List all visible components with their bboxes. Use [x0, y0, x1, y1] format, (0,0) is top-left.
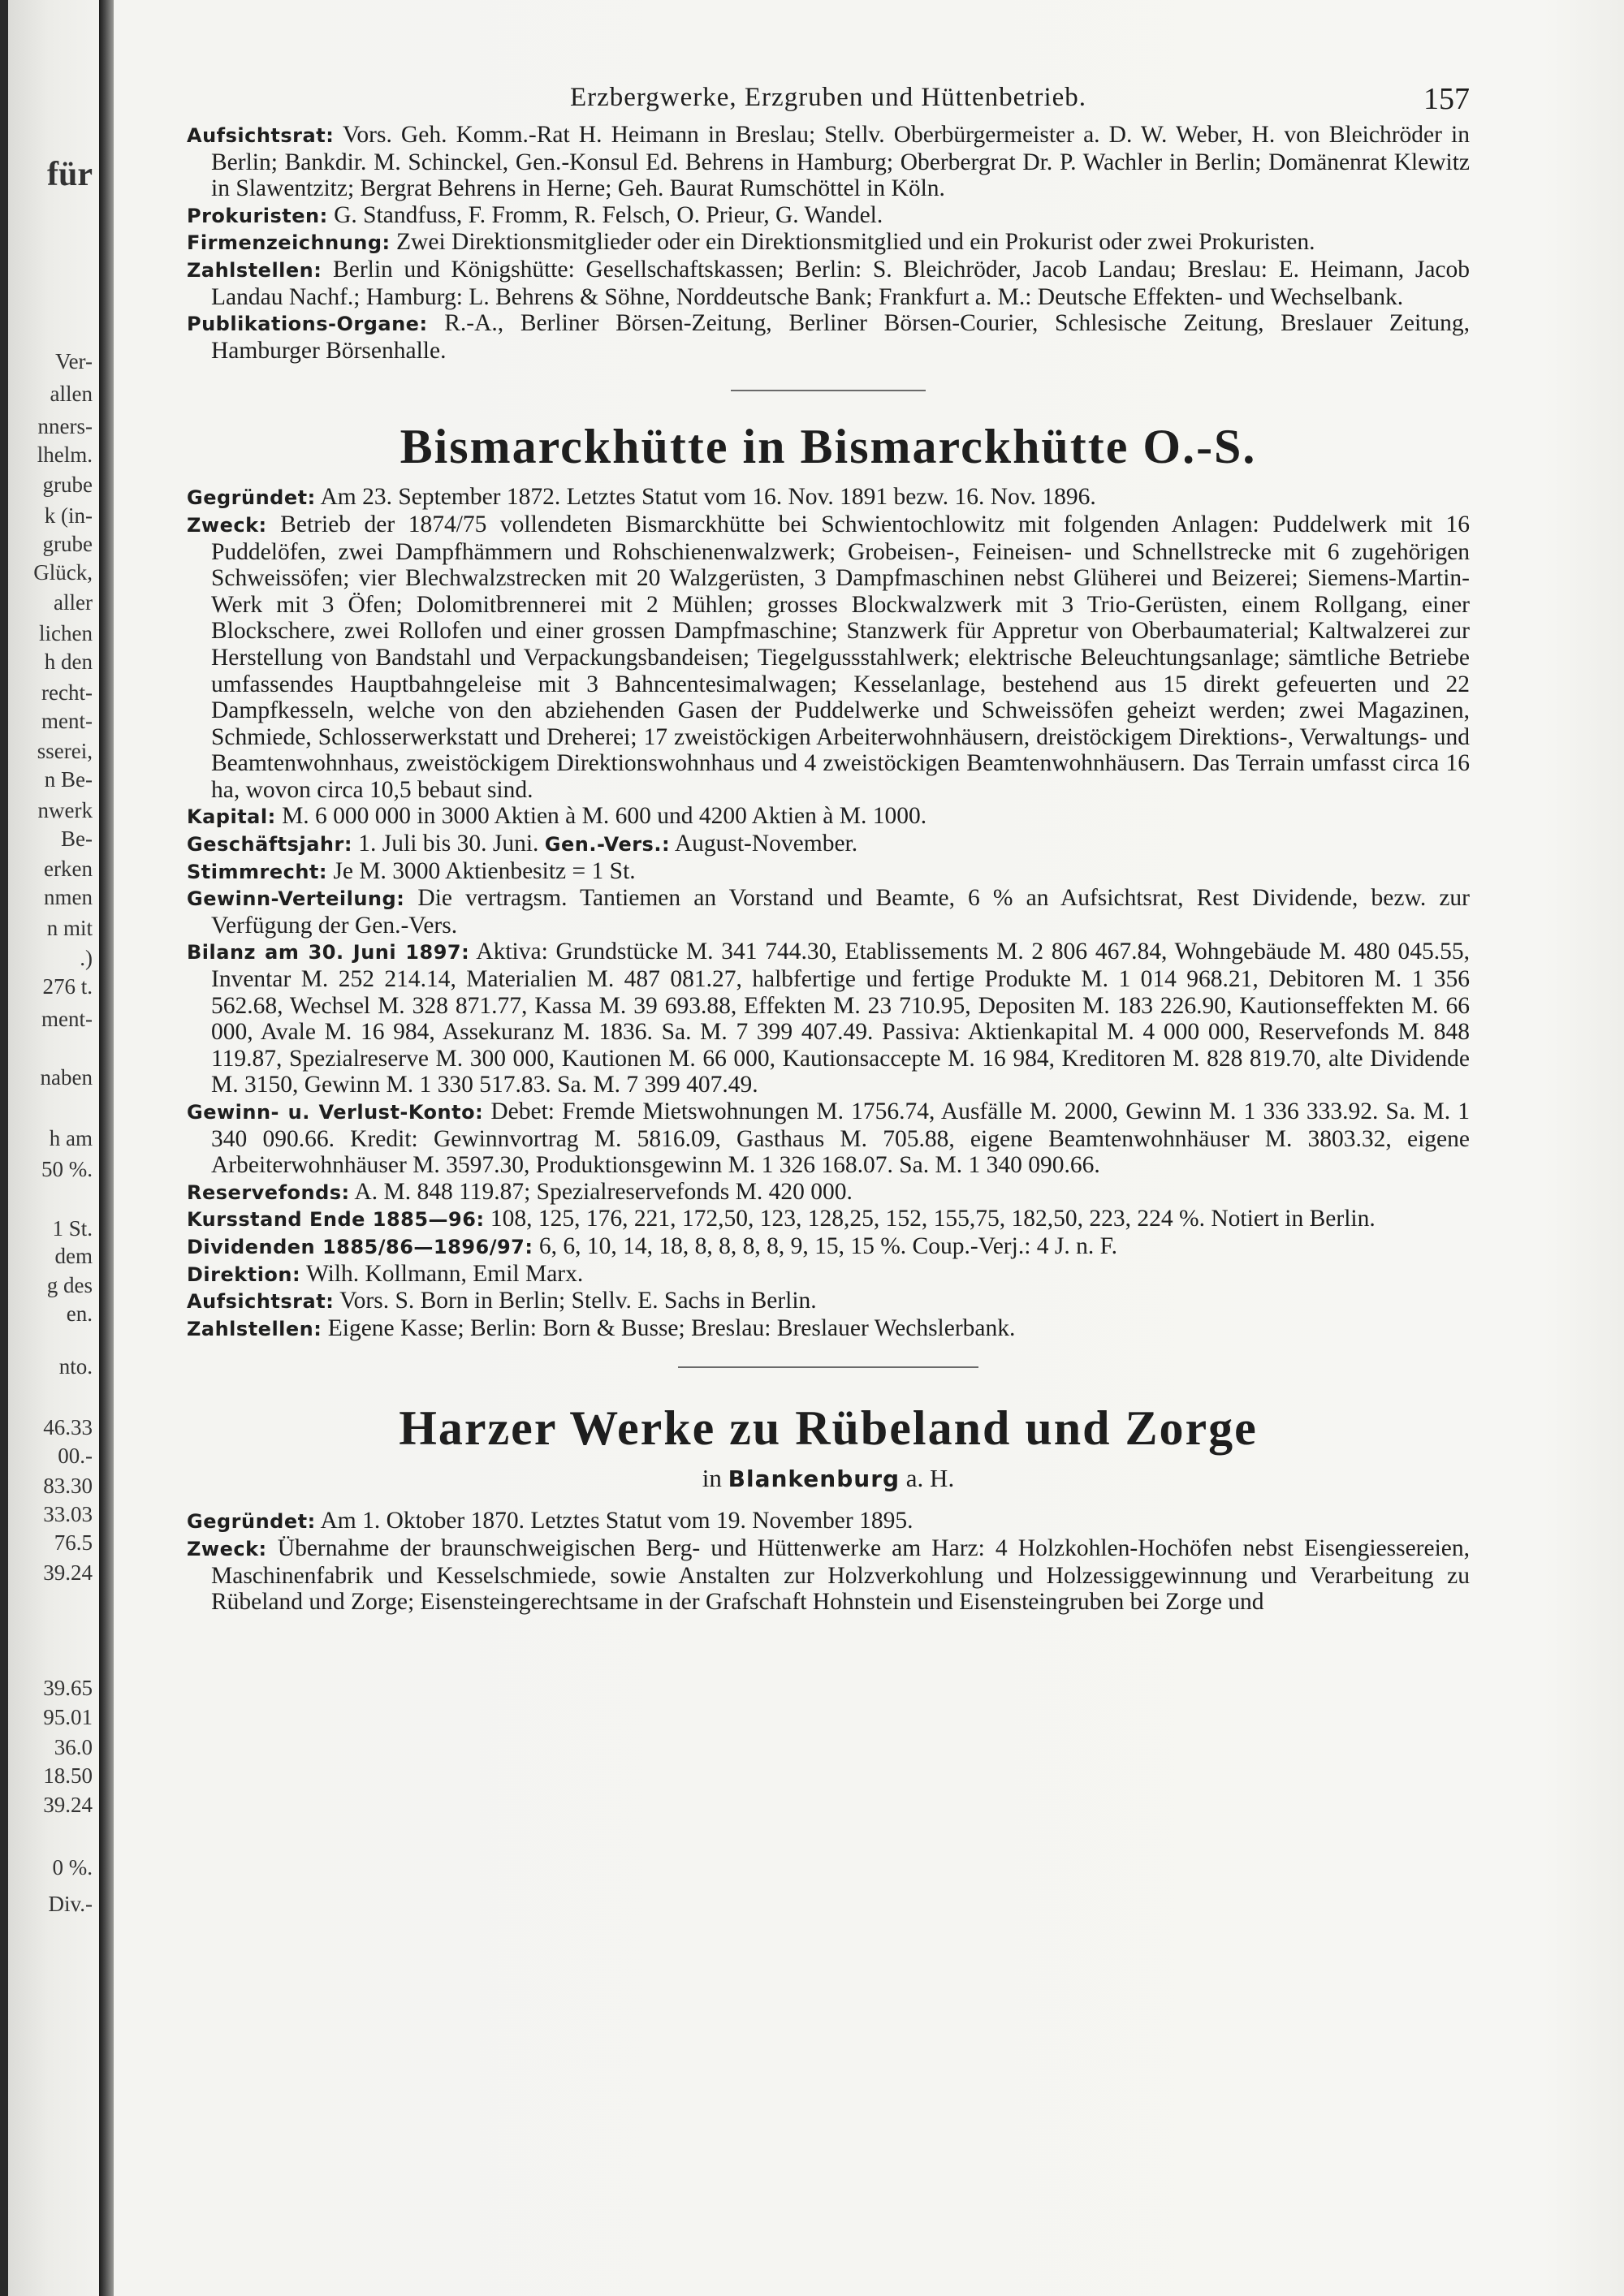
field-text: Zwei Direktionsmitglieder oder ein Direktionsmitglied und ein Prokurist oder zwei Prokuristen.: [396, 229, 1315, 256]
field-label: Gegründet:: [187, 486, 316, 510]
field-text: 108, 125, 176, 221, 172,50, 123, 128,25, 152, 155,75, 182,50, 223, 224 %. Notiert in Berlin.: [490, 1206, 1376, 1232]
margin-fragment: 83.30: [43, 1474, 93, 1498]
margin-fragment: Be-: [61, 826, 93, 851]
field-text: G. Standfuss, F. Fromm, R. Felsch, O. Prieur, G. Wandel.: [334, 201, 883, 228]
margin-fragment: nmen: [44, 885, 93, 909]
bh-dividenden: [187, 1233, 1470, 1261]
margin-fragment: 1 St.: [52, 1216, 93, 1241]
field-label: Aufsichtsrat:: [187, 1290, 335, 1314]
field-label-gen-vers: Gen.-Vers.:: [544, 833, 671, 857]
bh-stimmrecht: [187, 858, 1470, 886]
field-label: Stimmrecht:: [187, 860, 327, 883]
field-label: Gewinn-Verteilung:: [187, 887, 405, 911]
margin-fragment: 39.65: [43, 1676, 93, 1700]
margin-fragment: 276 t.: [42, 974, 93, 999]
field-text: Aktiva: Grundstücke M. 341 744.30, Etablissements M. 2 806 467.84, Wohngebäude M. 480 045.55, Inventar M. 252 214.14, Materialien M. 487 081.27, halbfertige und fertige Produkte M. 1 014 968.21, Debitoren M. 1 356 562.68, Wechsel M. 328 871.77, Kassa M. 39 693.88, Effekten M. 23 710.95, Depositen M. 183 226.90, Kautionseffekten M. 66 000, Avale M. 16 984, Assekuranz M. 1836. Sa. M. 7 399 407.49. Passiva: Aktienkapital M. 4 000 000, Reservefonds M. 848 119.87, Spezialreserve M. 300 000, Kautionen M. 66 000, Kautionsaccepte M. 16 984, Kreditoren M. 828 819.70, alte Dividende M. 3150, Gewinn M. 1 330 517.83. Sa. M. 7 399 407.49.: [211, 939, 1471, 1098]
field-text: 1. Juli bis 30. Juni.: [358, 831, 539, 857]
document-page: [187, 73, 1470, 1616]
margin-fragment: .): [80, 946, 93, 970]
field-text: Übernahme der braunschweigischen Berg- und Hüttenwerke am Harz: 4 Holzkohlen-Hochöfen nebst Eisengiessereien, Maschinenfabrik und Kesselschmiede, sowie Anstalten zur Holzverkohlung und Holzessiggewinnung und Verarbeitung zu Rübeland und Zorge; Eisensteingerechtsame in der Grafschaft Hohnstein und Eisensteingruben bei Zorge und: [211, 1534, 1471, 1616]
page-fold: [99, 0, 114, 2296]
prev-prokuristen: [187, 202, 1470, 230]
field-text: Je M. 3000 Aktienbesitz = 1 St.: [333, 857, 636, 884]
margin-fragment: Glück,: [33, 560, 93, 585]
field-text: Berlin und Königshütte: Gesellschaftskassen; Berlin: S. Bleichröder, Jacob Landau; Breslau: E. Heimann, Jacob Landau Nachf.; Hamburg: L. Behrens & Söhne, Norddeutsche Bank; Frankfurt a. M.: Deutsche Effekten- und Wechselbank.: [211, 256, 1471, 310]
bh-zahlstellen: [187, 1315, 1470, 1343]
bh-kapital: [187, 803, 1470, 831]
field-text: R.-A., Berliner Börsen-Zeitung, Berliner Börsen-Courier, Schlesische Zeitung, Breslauer Zeitung, Hamburger Börsenhalle.: [211, 310, 1470, 364]
margin-fragment: 00.-: [58, 1444, 93, 1468]
field-label: Aufsichtsrat:: [187, 124, 335, 147]
prev-aufsichtsrat: [187, 122, 1470, 202]
margin-fragment: en.: [66, 1301, 93, 1326]
field-text: Debet: Fremde Mietswohnungen M. 1756.74, Ausfälle M. 2000, Gewinn M. 1 336 333.92. Sa. M. 1 340 090.66. Kredit: Gewinnvortrag M. 5816.09, Gasthaus M. 705.88, eigene Beamtenwohnhäuser M. 3803.32, eigene Arbeiterwohnhäuser M. 3597.30, Produktionsgewinn M. 1 326 168.07. Sa. M. 1 340 090.66.: [211, 1098, 1471, 1179]
margin-fragment: lhelm.: [37, 442, 93, 467]
field-label: Zweck:: [187, 1537, 267, 1560]
field-label: Kursstand Ende 1885—96:: [187, 1208, 485, 1232]
margin-fragment: recht-: [41, 680, 93, 705]
running-header: [187, 73, 1470, 122]
margin-fragment: Ver-: [55, 349, 93, 373]
margin-fragment: sserei,: [37, 739, 93, 763]
margin-fragment: 18.50: [43, 1763, 93, 1788]
margin-fragment: h am: [49, 1126, 93, 1150]
margin-fragment: ment-: [41, 709, 93, 733]
running-title: Erzbergwerke, Erzgruben und Hüttenbetrieb.: [569, 83, 1087, 112]
margin-fragment: nners-: [37, 414, 93, 438]
field-label: Gegründet:: [187, 1510, 316, 1534]
margin-fragment: 95.01: [43, 1705, 93, 1729]
field-text: Am 1. Oktober 1870. Letztes Statut vom 19. November 1895.: [320, 1508, 914, 1534]
margin-fragment: dem: [54, 1244, 93, 1268]
margin-fragment: 33.03: [43, 1502, 93, 1526]
bh-zweck: [187, 511, 1470, 804]
margin-fragment: aller: [54, 590, 93, 615]
margin-fragment: 39.24: [43, 1560, 93, 1585]
margin-fragment: für: [47, 156, 93, 193]
bh-bilanz: [187, 939, 1470, 1098]
field-text: Wilh. Kollmann, Emil Marx.: [305, 1260, 584, 1287]
field-label: Gewinn- u. Verlust-Konto:: [187, 1101, 484, 1124]
location-suffix: a. H.: [905, 1464, 955, 1493]
margin-fragment: Div.-: [48, 1892, 93, 1916]
hw-gegruendet: [187, 1508, 1470, 1535]
margin-fragment: g des: [46, 1273, 93, 1297]
margin-fragment: 76.5: [54, 1530, 93, 1555]
margin-fragment: grube: [42, 532, 93, 556]
field-label: Kapital:: [187, 805, 276, 829]
location-prefix: in: [702, 1464, 722, 1493]
field-text-gen-vers: August-November.: [674, 831, 858, 857]
company-title-harzer-werke: Harzer Werke zu Rübeland und Zorge: [399, 1401, 1258, 1456]
field-text: Am 23. September 1872. Letztes Statut vom 16. Nov. 1891 bezw. 16. Nov. 1896.: [320, 484, 1096, 511]
field-text: A. M. 848 119.87; Spezialreservefonds M. 420 000.: [354, 1178, 853, 1205]
field-label: Prokuristen:: [187, 204, 328, 227]
margin-fragment: lichen: [39, 621, 93, 645]
prev-zahlstellen: [187, 257, 1470, 310]
bh-geschaeftsjahr: [187, 831, 1470, 858]
field-label: Zweck:: [187, 513, 267, 537]
field-text: Vors. Geh. Komm.-Rat H. Heimann in Breslau; Stellv. Oberbürgermeister a. D. W. Weber, H. von Bleichröder in Berlin; Bankdir. M. Schinckel, Gen.-Konsul Ed. Behrens in Hamburg; Oberbergrat Dr. P. Wachler in Berlin; Domänenrat Klewitz in Slawentzitz; Bergrat Behrens in Herne; Geh. Baurat Rumschöttel in Köln.: [211, 122, 1471, 202]
field-text: Betrieb der 1874/75 vollendeten Bismarckhütte bei Schwientochlowitz mit folgenden Anlagen: Puddelwerk mit 16 Puddelöfen, zwei Dampfhämmern und Rohschienenwalzwerk; Grobeisen-, Feineisen- und Schnellstrecke mit 6 zugehörigen Schweissöfen; vier Blechwalzstrecken mit 20 Walzgerüsten, 3 Dampfmaschinen nebst Glüherei und Beizerei; Siemens-Martin-Werk mit 3 Öfen; Dolomitbrennerei mit 2 Mühlen; grosses Blockwalzwerk mit 3 Trio-Gerüsten, einem Rollgang, einer Blockschere, zwei Rollofen und einer grossen Dampfmaschine; Stanzwerk für Appretur von Oberbaumaterial; Kaltwalzerei zur Herstellung von Bandstahl und Verpackungsbandeisen; Tiegelgussstahlwerk; elektrische Beleuchtungsanlage; sämtliche Betriebe umfassendes Hauptbahngeleise mit 3 Bahncentesimalwagen; Kesselanlage, bestehend aus 15 direkt gefeuerten und 22 Dampfkesseln, welche von den abziehenden Gasen der Puddelwerke und Schweissöfen geheizt werden; zwei Magazinen, Schmiede, Schlosserwerkstatt und Dreherei; 17 zweistöckigen Arbeiterwohnhäusern, dreistöckigem Direktions-, Verwaltungs- und Beamtenwohnhaus, zweistöckigem Direktionswohnhaus und 4 zweistöckigen Beamtenwohnhäusern. Das Terrain umfasst circa 16 ha, wovon circa 10,5 bebaut sind.: [211, 511, 1471, 803]
margin-fragment: 50 %.: [41, 1157, 93, 1181]
field-text: Die vertragsm. Tantiemen an Vorstand und Beamte, 6 % an Aufsichtsrat, Rest Dividende, bezw. zur Verfügung der Gen.-Vers.: [211, 885, 1471, 939]
previous-page-margin: [8, 0, 97, 2296]
field-text: Eigene Kasse; Berlin: Born & Busse; Breslau: Breslauer Wechslerbank.: [327, 1314, 1016, 1341]
prev-publikationsorgane: [187, 310, 1470, 364]
field-label: Geschäftsjahr:: [187, 833, 352, 857]
margin-fragment: nto.: [58, 1354, 93, 1379]
bh-kursstand: [187, 1206, 1470, 1233]
field-label: Zahlstellen:: [187, 1317, 322, 1340]
location-name: Blankenburg: [728, 1465, 901, 1493]
margin-fragment: n Be-: [44, 767, 93, 792]
margin-fragment: k (in-: [44, 503, 93, 528]
margin-fragment: ment-: [41, 1007, 93, 1031]
margin-fragment: grube: [42, 473, 93, 497]
field-label: Publikations-Organe:: [187, 313, 428, 336]
field-label: Bilanz am 30. Juni 1897:: [187, 941, 470, 965]
company-location: [187, 1464, 1470, 1493]
margin-fragment: n mit: [46, 916, 93, 940]
section-divider: [731, 390, 926, 391]
bh-reservefonds: [187, 1179, 1470, 1206]
company-title-bismarckhuette: Bismarckhütte in Bismarckhütte O.-S.: [400, 420, 1257, 474]
margin-fragment: 0 %.: [52, 1855, 93, 1880]
field-label: Dividenden 1885/86—1896/97:: [187, 1235, 533, 1258]
margin-fragment: h den: [44, 650, 93, 674]
margin-fragment: 39.24: [43, 1793, 93, 1817]
field-label: Firmenzeichnung:: [187, 231, 391, 255]
page-number: 157: [1423, 82, 1470, 116]
margin-fragment: 36.0: [54, 1735, 93, 1759]
margin-fragment: 46.33: [43, 1415, 93, 1439]
binding-shadow: [0, 0, 8, 2296]
section-divider: [678, 1366, 978, 1368]
field-label: Direktion:: [187, 1262, 301, 1286]
bh-direktion: [187, 1261, 1470, 1288]
bh-gewinn-verlust: [187, 1098, 1470, 1179]
field-label: Reservefonds:: [187, 1180, 350, 1204]
hw-zweck: [187, 1535, 1470, 1616]
field-text: Vors. S. Born in Berlin; Stellv. E. Sachs in Berlin.: [339, 1288, 817, 1314]
bh-gegruendet: [187, 484, 1470, 511]
bh-gewinnverteilung: [187, 885, 1470, 939]
field-label: Zahlstellen:: [187, 258, 322, 282]
field-text: 6, 6, 10, 14, 18, 8, 8, 8, 8, 9, 15, 15 %. Coup.-Verj.: 4 J. n. F.: [538, 1232, 1118, 1259]
bh-aufsichtsrat: [187, 1288, 1470, 1315]
margin-fragment: naben: [40, 1065, 93, 1090]
margin-fragment: nwerk: [37, 798, 93, 822]
prev-firmenzeichnung: [187, 229, 1470, 257]
field-text: M. 6 000 000 in 3000 Aktien à M. 600 und 4200 Aktien à M. 1000.: [282, 803, 927, 830]
margin-fragment: allen: [50, 382, 93, 406]
margin-fragment: erken: [44, 857, 93, 881]
